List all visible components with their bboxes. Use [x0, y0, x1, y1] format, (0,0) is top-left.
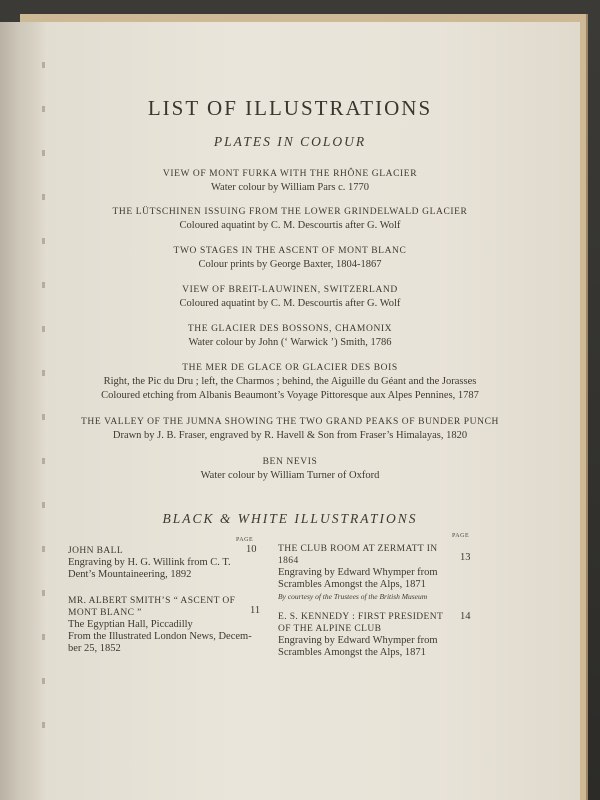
plate-entry: [30, 283, 550, 311]
entry-courtesy-note: By courtesy of the Trustees of the British Museum: [278, 592, 428, 601]
plate-entry: [30, 415, 550, 443]
page-number: 10: [246, 544, 257, 555]
bw-entry: [278, 543, 458, 602]
entry-title: MONT BLANC ”: [68, 608, 142, 618]
plate-credit: Coloured aquatint by C. M. Descourtis after G. Wolf: [179, 298, 401, 309]
book-page: [0, 22, 580, 800]
plate-credit: Colour prints by George Baxter, 1804-1867: [198, 259, 382, 270]
plate-title: THE VALLEY OF THE JUMNA SHOWING THE TWO GRAND PEAKS OF BUNDER PUNCH: [81, 417, 499, 427]
plate-credit: Water colour by William Pars c. 1770: [210, 182, 370, 193]
plate-title: THE LÜTSCHINEN ISSUING FROM THE LOWER GRINDELWALD GLACIER: [112, 207, 468, 217]
entry-credit: The Egyptian Hall, Piccadilly: [68, 619, 193, 630]
plate-credit: Water colour by William Turner of Oxford: [200, 470, 380, 481]
entry-title: E. S. KENNEDY : FIRST PRESIDENT: [278, 612, 444, 622]
entry-title: 1864: [278, 556, 299, 566]
colour-plates-heading: PLATES IN COLOUR: [213, 134, 367, 149]
entry-credit: Engraving by Edward Whymper from: [278, 635, 438, 646]
bw-illustrations-heading: BLACK & WHITE ILLUSTRATIONS: [162, 511, 418, 526]
entry-title: OF THE ALPINE CLUB: [278, 624, 382, 634]
entry-title: MR. ALBERT SMITH’S “ ASCENT OF: [68, 596, 236, 606]
plate-entry: [30, 361, 550, 403]
plate-credit: Water colour by John (‘ Warwick ’) Smith, 1786: [188, 337, 392, 348]
plate-title: VIEW OF MONT FURKA WITH THE RHÔNE GLACIER: [162, 169, 418, 179]
plate-credit: Drawn by J. B. Fraser, engraved by R. Havell & Son from Fraser’s Himalayas, 1820: [112, 430, 468, 441]
bw-entry: [68, 545, 268, 581]
page-column-label: PAGE: [236, 537, 254, 543]
entry-credit: Scrambles Amongst the Alps, 1871: [278, 647, 426, 658]
entry-credit: ber 25, 1852: [68, 643, 121, 654]
plate-entry: [30, 244, 550, 272]
plate-entry: [30, 205, 550, 233]
plate-entry: [30, 167, 550, 195]
plate-title: THE MER DE GLACE OR GLACIER DES BOIS: [182, 363, 398, 373]
plate-title: THE GLACIER DES BOSSONS, CHAMONIX: [187, 324, 393, 334]
bw-entry: [68, 595, 268, 655]
page-title: LIST OF ILLUSTRATIONS: [147, 96, 433, 120]
entry-credit: Scrambles Amongst the Alps, 1871: [278, 579, 426, 590]
page-number: 14: [460, 611, 471, 622]
plate-title: TWO STAGES IN THE ASCENT OF MONT BLANC: [173, 246, 407, 256]
entry-credit: Engraving by H. G. Willink from C. T.: [68, 557, 231, 568]
plate-entry: [30, 322, 550, 350]
page-number: 13: [460, 552, 471, 563]
plate-credit: Coloured aquatint by C. M. Descourtis after G. Wolf: [179, 220, 401, 231]
plate-title: VIEW OF BREIT-LAUWINEN, SWITZERLAND: [182, 285, 398, 295]
entry-credit: From the Illustrated London News, Decem-: [68, 631, 252, 642]
entry-credit: Engraving by Edward Whymper from: [278, 567, 438, 578]
plate-title: BEN NEVIS: [262, 457, 318, 467]
plate-entry: [30, 455, 550, 483]
page-number: 11: [250, 605, 261, 616]
entry-credit: Dent’s Mountaineering, 1892: [68, 569, 192, 580]
page-column-label: PAGE: [452, 533, 470, 539]
plate-credit: Coloured etching from Albanis Beaumont’s Voyage Pittoresque aux Alpes Pennines, 1787: [101, 390, 479, 401]
plate-credit: Right, the Pic du Dru ; left, the Charmos ; behind, the Aiguille du Géant and the Jorasses: [103, 376, 477, 387]
entry-title: THE CLUB ROOM AT ZERMATT IN: [278, 544, 438, 554]
bw-entry: [278, 611, 458, 659]
entry-title: JOHN BALL: [68, 546, 124, 556]
